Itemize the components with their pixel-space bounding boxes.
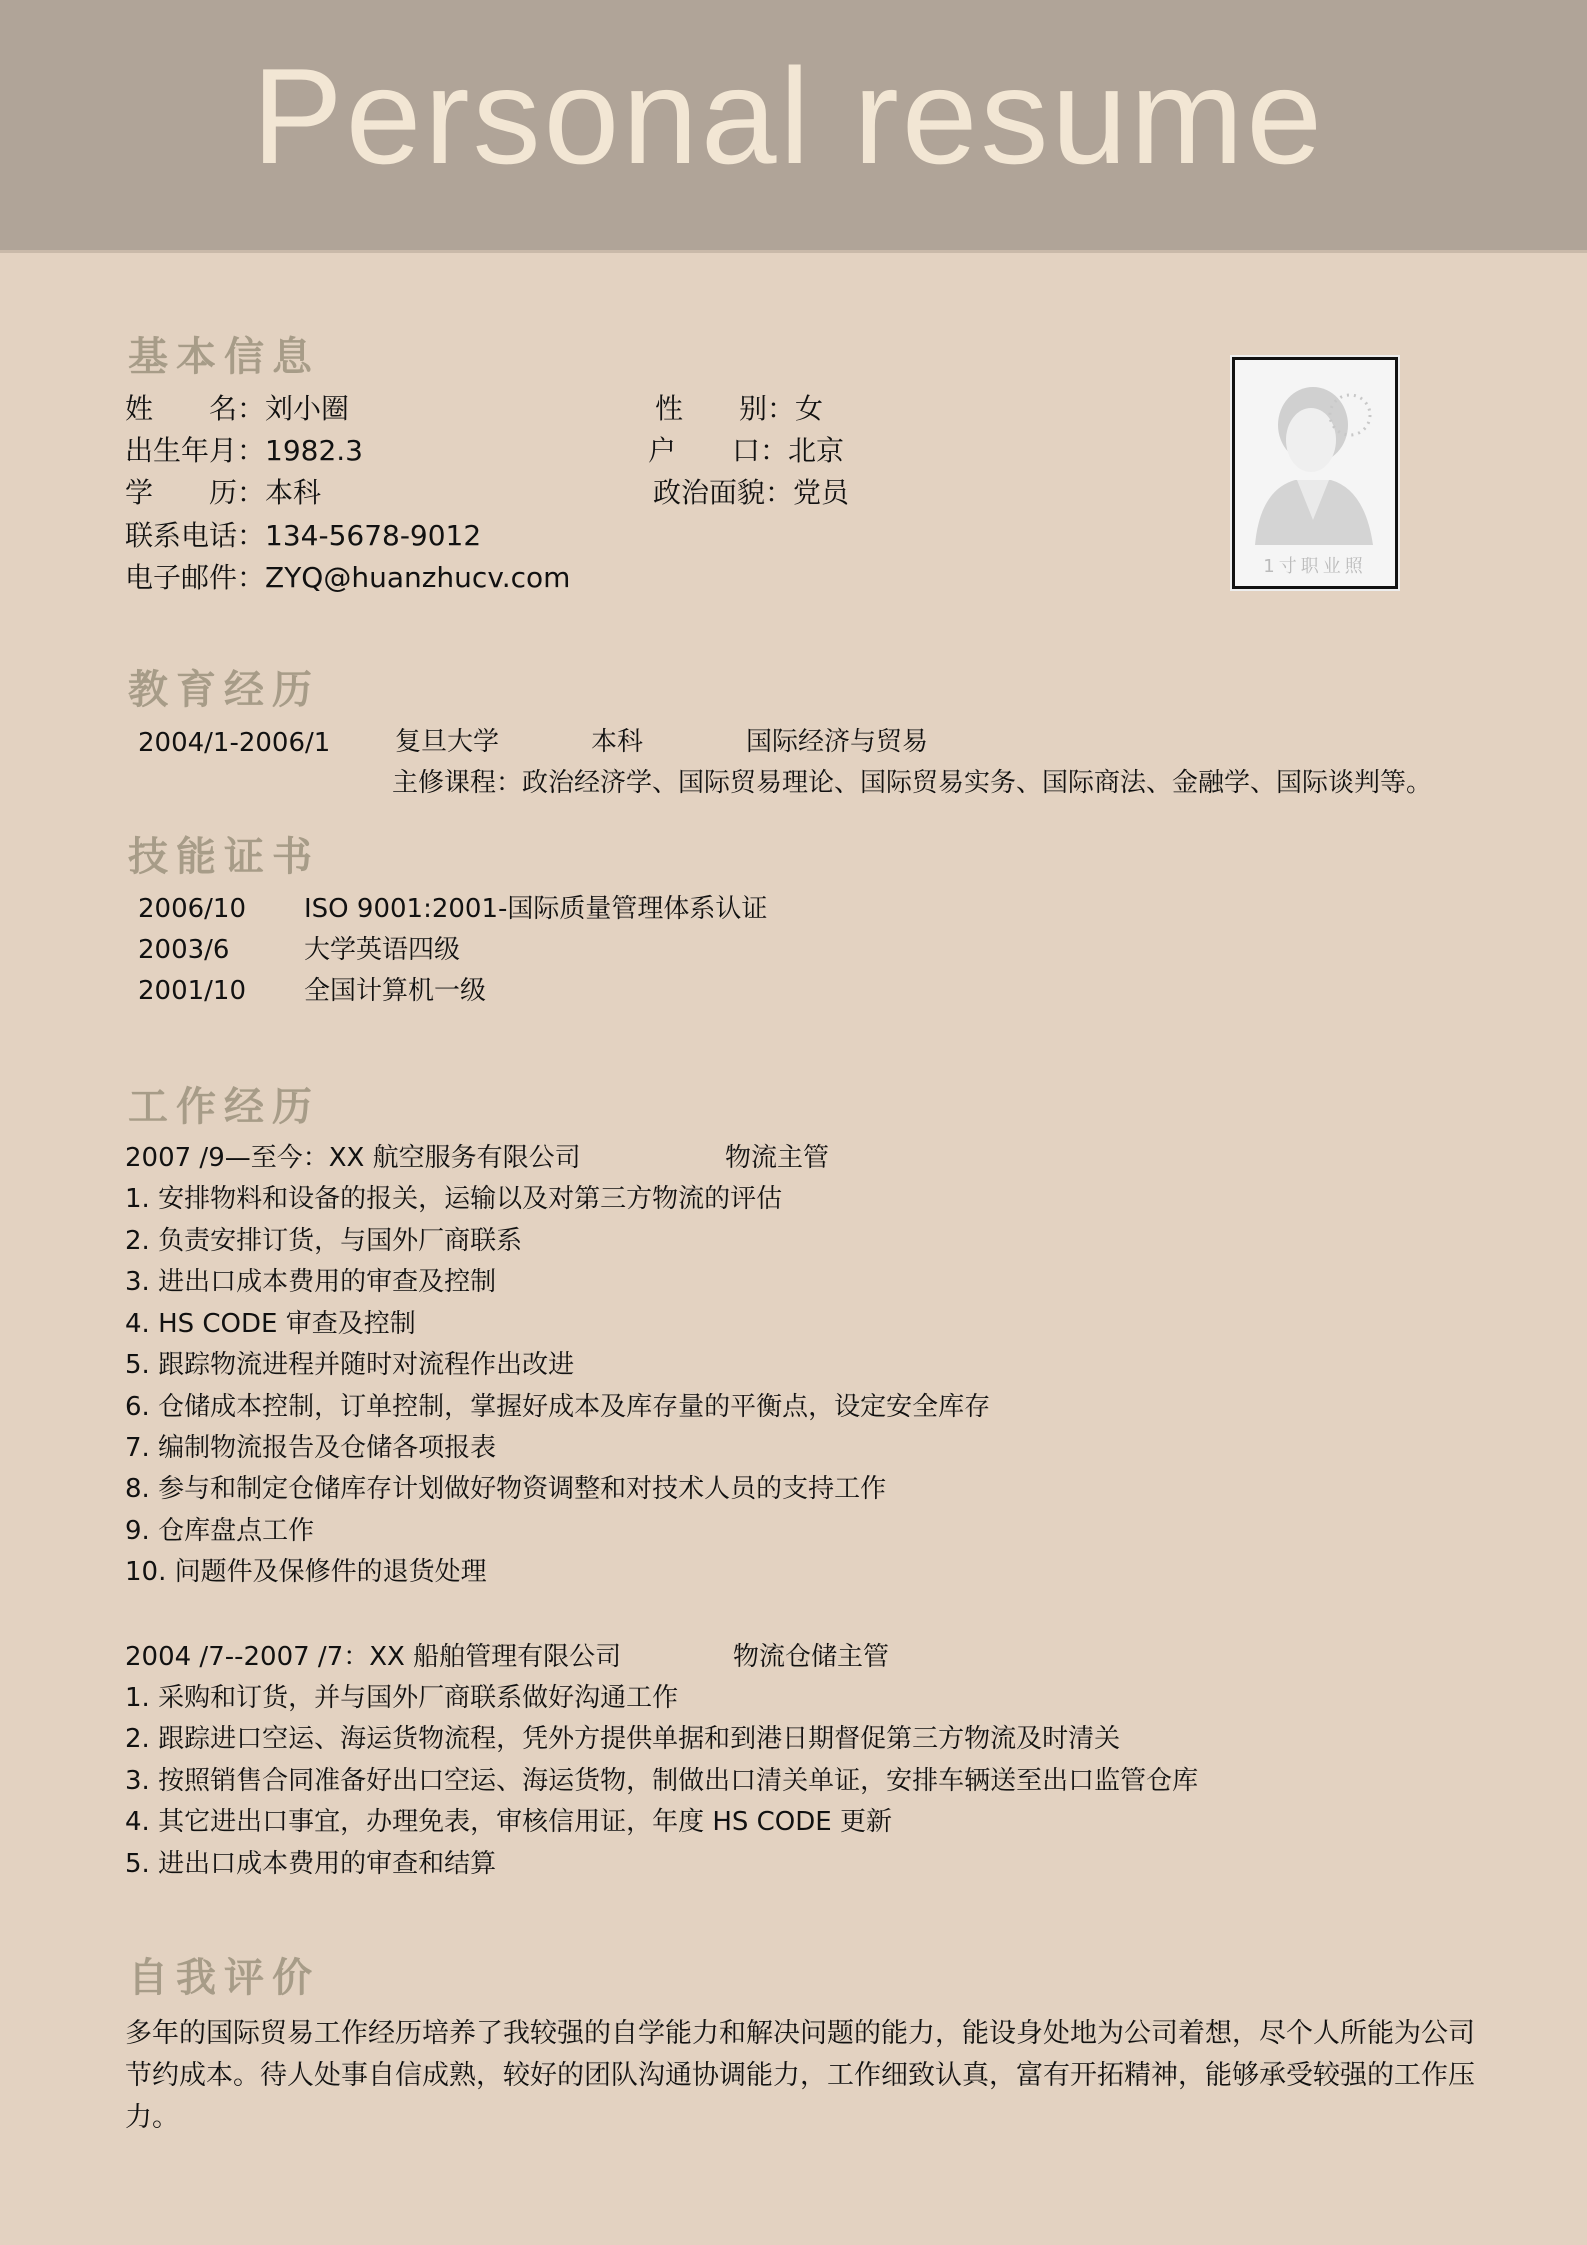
job-duty: 5. 跟踪物流进程并随时对流程作出改进 <box>125 1350 575 1380</box>
job-duty: 2. 负责安排订货，与国外厂商联系 <box>125 1226 523 1256</box>
job-duty: 7. 编制物流报告及仓储各项报表 <box>125 1433 497 1463</box>
email-value: ZYQ@huanzhucv.com <box>265 561 571 594</box>
job-duty: 10. 问题件及保修件的退货处理 <box>125 1557 487 1587</box>
name-label: 姓 名： <box>125 392 266 425</box>
banner-title: Personal resume <box>251 40 1326 192</box>
hukou-value: 北京 <box>788 434 845 467</box>
gender-value: 女 <box>795 392 824 425</box>
job-duty: 2. 跟踪进口空运、海运货物流程，凭外方提供单据和到港日期督促第三方物流及时清关 <box>125 1724 1121 1754</box>
name-field <box>125 392 350 425</box>
job-duty: 1. 安排物料和设备的报关，运输以及对第三方物流的评估 <box>125 1184 783 1214</box>
job-position: 物流主管 <box>725 1143 830 1173</box>
skill-date: 2006/10 <box>138 894 247 924</box>
person-silhouette-icon <box>1235 370 1395 550</box>
education-period: 2004/1-2006/1 <box>138 728 331 758</box>
job-duty: 5. 进出口成本费用的审查和结算 <box>125 1849 497 1879</box>
section-title-basic: 基本信息 <box>128 333 320 380</box>
section-title-work: 工作经历 <box>128 1083 320 1130</box>
section-title-skills: 技能证书 <box>128 833 320 880</box>
education-degree: 本科 <box>591 727 644 757</box>
politics-field <box>653 476 850 509</box>
skill-date: 2003/6 <box>138 935 230 965</box>
gender-label: 性 别： <box>655 392 796 425</box>
skill-name: ISO 9001:2001-国际质量管理体系认证 <box>304 894 768 924</box>
email-label: 电子邮件： <box>125 561 266 594</box>
job-duty: 9. 仓库盘点工作 <box>125 1516 315 1546</box>
skill-name: 大学英语四级 <box>304 935 461 965</box>
section-title-education: 教育经历 <box>128 666 320 713</box>
education-courses: 主修课程：政治经济学、国际贸易理论、国际贸易实务、国际商法、金融学、国际谈判等。 <box>392 768 1433 798</box>
self-eval-text: 多年的国际贸易工作经历培养了我较强的自学能力和解决问题的能力，能设身处地为公司着想，尽个人所能为公司节约成本。待人处事自信成熟，较好的团队沟通协调能力，工作细致认真，富有开拓精神，能够承受较强的工作压力。 <box>125 2018 1475 2133</box>
job-header: 2004 /7--2007 /7：XX 船舶管理有限公司 <box>125 1642 622 1672</box>
photo-caption: 1寸职业照 <box>1263 556 1367 577</box>
email-field <box>125 561 571 594</box>
skill-date: 2001/10 <box>138 976 247 1006</box>
name-value: 刘小圈 <box>265 392 350 425</box>
job-duty: 4. 其它进出口事宜，办理免表，审核信用证，年度 HS CODE 更新 <box>125 1807 892 1837</box>
gender-field <box>655 392 824 425</box>
phone-value: 134-5678-9012 <box>265 519 482 552</box>
skill-name: 全国计算机一级 <box>304 976 487 1006</box>
phone-field <box>125 519 482 552</box>
edu-value: 本科 <box>265 476 322 509</box>
phone-label: 联系电话： <box>125 519 266 552</box>
education-field <box>125 476 322 509</box>
job-duty: 3. 进出口成本费用的审查及控制 <box>125 1267 497 1297</box>
education-major: 国际经济与贸易 <box>746 727 929 757</box>
hukou-field <box>648 434 845 467</box>
politics-label: 政治面貌： <box>653 476 794 509</box>
header-banner <box>0 0 1587 253</box>
job-duty: 6. 仓储成本控制，订单控制，掌握好成本及库存量的平衡点，设定安全库存 <box>125 1392 991 1422</box>
section-title-self-eval: 自我评价 <box>128 1954 320 2001</box>
job-header: 2007 /9—至今：XX 航空服务有限公司 <box>125 1143 581 1173</box>
profile-photo-placeholder <box>1232 357 1398 589</box>
job-position: 物流仓储主管 <box>733 1642 890 1672</box>
birth-field <box>125 434 363 467</box>
job-duty: 1. 采购和订货，并与国外厂商联系做好沟通工作 <box>125 1683 679 1713</box>
birth-value: 1982.3 <box>265 434 363 467</box>
job-duty: 3. 按照销售合同准备好出口空运、海运货物，制做出口清关单证，安排车辆送至出口监管仓库 <box>125 1766 1199 1796</box>
politics-value: 党员 <box>793 476 850 509</box>
birth-label: 出生年月： <box>125 434 266 467</box>
hukou-label: 户 口： <box>648 434 789 467</box>
edu-label: 学 历： <box>125 476 266 509</box>
job-duty: 4. HS CODE 审查及控制 <box>125 1309 416 1339</box>
education-school: 复旦大学 <box>395 727 500 757</box>
job-duty: 8. 参与和制定仓储库存计划做好物资调整和对技术人员的支持工作 <box>125 1474 887 1504</box>
